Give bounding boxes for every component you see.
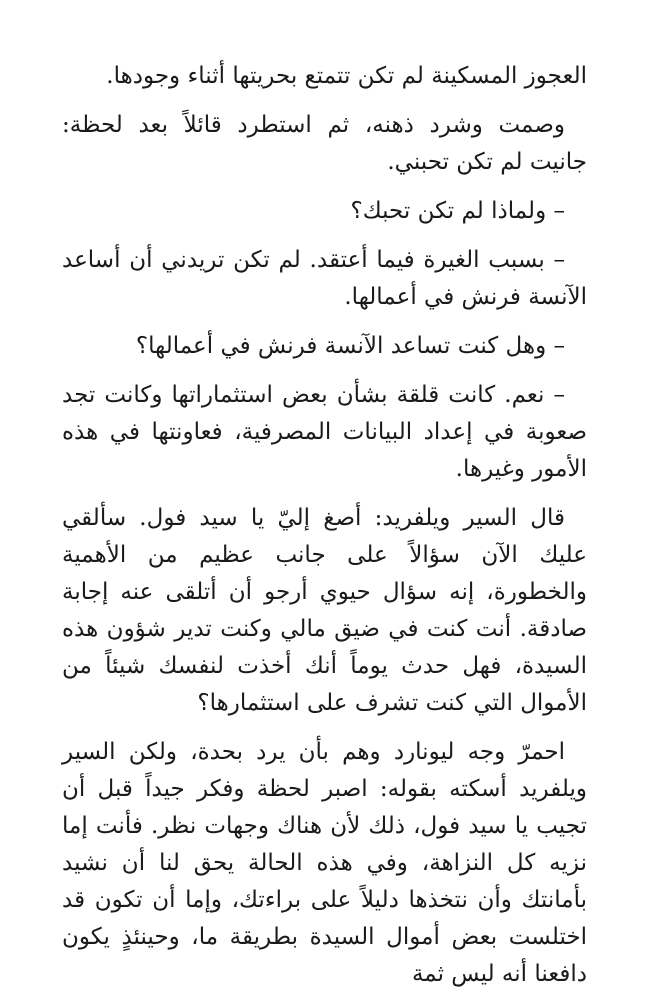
book-page [62,58,587,1005]
dialogue-line-2: – بسبب الغيرة فيما أعتقد. لم تكن تريدني أن أساعد الآنسة فرنش في أعمالها. [62,247,587,310]
paragraph-3: قال السير ويلفريد: أصغ إليّ يا سيد فول. سألقي عليك الآن سؤالاً على جانب عظيم من الأهمية والخطورة، إنه سؤال حيوي أرجو أن أتلقى عنه إجابة صادقة. أنت كنت في ضيق مالي وكنت تدير شؤون هذه السيدة، فهل حدث يوماً أنك أخذت لنفسك شيئاً من الأموال التي كنت تشرف على استثمارها؟ [62,505,587,716]
dialogue-line-4: – نعم. كانت قلقة بشأن بعض استثماراتها وكانت تجد صعوبة في إعداد البيانات المصرفية، فعاونتها في هذه الأمور وغيرها. [62,382,587,482]
dialogue-line-3: – وهل كنت تساعد الآنسة فرنش في أعمالها؟ [135,333,565,359]
paragraph-4: احمرّ وجه ليونارد وهم بأن يرد بحدة، ولكن السير ويلفريد أسكته بقوله: اصبر لحظة وفكر جيداً قبل أن تجيب يا سيد فول، ذلك لأن هناك وجهات نظر. فأنت إما نزيه كل النزاهة، وفي هذه الحالة يحق لنا أن نشيد بأمانتك وأن نتخذها دليلاً على براءتك، وإما أن تكون قد اختلست بعض أموال السيدة بطريقة ما، وحينئذٍ يكون دافعنا أنه ليس ثمة [62,739,587,987]
paragraph-2: وصمت وشرد ذهنه، ثم استطرد قائلاً بعد لحظة: جانيت لم تكن تحبني. [62,112,587,175]
dialogue-line-1: – ولماذا لم تكن تحبك؟ [350,198,565,224]
paragraph-1: العجوز المسكينة لم تكن تتمتع بحريتها أثناء وجودها. [106,63,587,89]
